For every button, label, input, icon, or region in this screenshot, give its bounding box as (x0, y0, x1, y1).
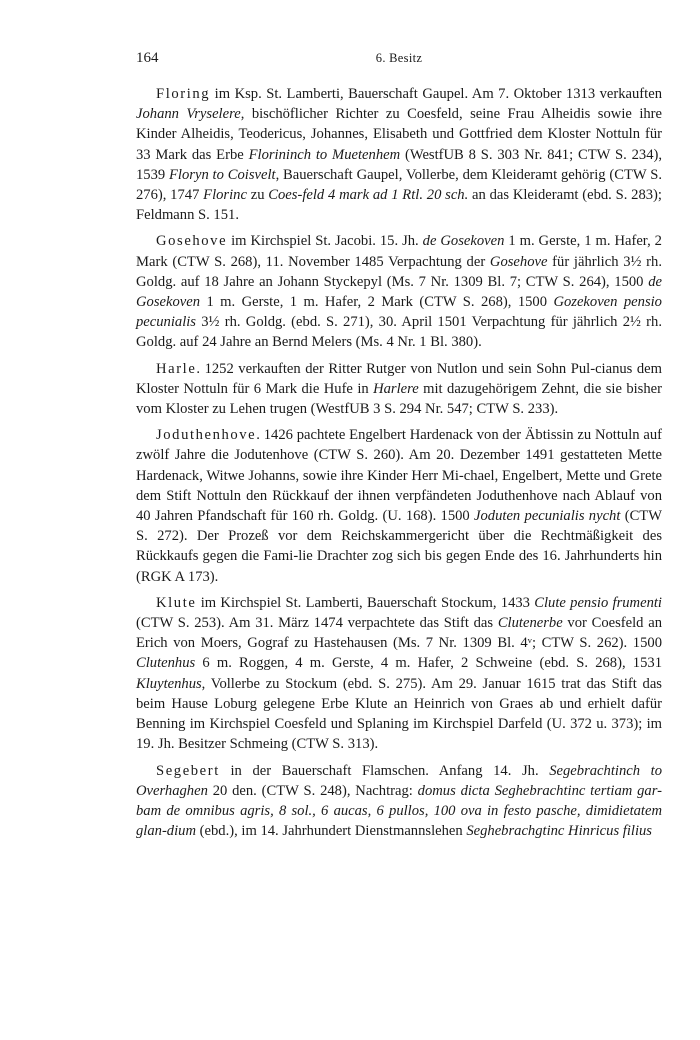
entry-text: im Kirchspiel St. Lamberti, Bauerschaft Stockum, 1433 (196, 594, 535, 611)
entry-italic: de Gosekoven (422, 233, 505, 250)
entry-text: 1 m. Gerste, 1 m. Hafer, 2 Mark (CTW S. 268), 1500 (200, 294, 554, 311)
entry-italic: de Gosekoven (136, 273, 662, 311)
entry-text: 6 m. Roggen, 4 m. Gerste, 4 m. Hafer, 2 Schweine (ebd. S. 268), 1531 (195, 655, 662, 672)
entry-text: (ebd.), im 14. Jahrhundert Dienstmannslehen (196, 823, 467, 840)
entry-italic: Gozekoven pensio pecunialis (136, 294, 662, 331)
body-text (136, 84, 662, 847)
entry-italic: Johann Vryselere (136, 106, 241, 123)
entry-italic: Joduten pecunialis nycht (474, 508, 621, 525)
entry-lemma: Segebert (156, 762, 220, 779)
entry-italic: Seghebrachgtinc Hinricus filius (466, 823, 652, 840)
entry-italic: Coes-feld 4 mark ad 1 Rtl. 20 sch. (268, 187, 469, 204)
entry-text: 3½ rh. Goldg. (ebd. S. 271), 30. April 1501 Verpachtung für jährlich 2½ rh. Goldg. auf 24 Jahre an Bernd Melers (Ms. 4 Nr. 1 Bl. 380). (136, 314, 662, 351)
entry-text: 20 den. (CTW S. 248), Nachtrag: (207, 782, 418, 799)
entry-text: (CTW S. 272). Der Prozeß vor dem Reichskammergericht über die Rechtmäßigkeit des Rückkaufs gegen die Fami-lie Drachter zog sich bis gegen Ende des 16. Jahrhunderts hin (RGK A 173). (136, 508, 663, 585)
entry-text: in der Bauerschaft Flamschen. Anfang 14. Jh. (219, 762, 550, 779)
entry-italic: Kluytenhus (136, 675, 202, 692)
entry-italic: Clute pensio frumenti (534, 594, 662, 611)
entry-paragraph (136, 359, 662, 420)
entry-paragraph (136, 84, 662, 225)
entry-italic: domus dicta Seghebrachtinc tertiam gar-bam de omnibus agris, 8 sol., 6 aucas, 6 pullos, 100 ova in festo pasche, dimidietatem glan-dium (136, 782, 662, 840)
entry-lemma: Floring (156, 86, 211, 102)
entry-italic: Florinc (203, 187, 247, 204)
entry-paragraph (136, 593, 662, 755)
entry-text: (WestfUB 8 S. 303 Nr. 841; CTW S. 234), 1539 (136, 146, 663, 183)
entry-text: für jährlich 3½ rh. Goldg. auf 18 Jahre an Johann Styckepyl (Ms. 7 Nr. 1309 Bl. 7; CTW S. 264), 1500 (136, 253, 662, 290)
entry-paragraph (136, 761, 662, 842)
entry-text: , Bauerschaft Gaupel, Vollerbe, dem Kleideramt gehörig (CTW S. 276), 1747 (136, 166, 662, 204)
entry-text: an das Kleideramt (ebd. S. 283); Feldmann S. 151. (136, 187, 662, 224)
entry-lemma: Joduthenhove (156, 427, 257, 444)
entry-italic: Clutenerbe (497, 615, 563, 632)
entry-text: , Vollerbe zu Stockum (ebd. S. 275). Am 29. Januar 1615 trat das Stift das beim Hause Loburg gelegene Erbe Klute an Heinrich von Graes ab und erhielt dafür Benning im Kirchspiel Coesfeld und Splaning im Kirchspiel Darfeld (U. 372 u. 373); im 19. Jh. Besitzer Schmeing (CTW S. 313). (136, 675, 662, 753)
entry-text: mit dazugehörigem Zehnt, die sie bisher vom Kloster zu Lehen trugen (WestfUB 3 S. 294 Nr. 547; CTW S. 233). (136, 380, 662, 418)
entry-text: (CTW S. 253). Am 31. März 1474 verpachtete das Stift das (136, 615, 498, 632)
entry-lemma: Gosehove (156, 233, 228, 250)
entry-lemma: Harle (156, 360, 197, 377)
page-number: 164 (136, 50, 159, 66)
entry-italic: Florininch to Muetenhem (248, 146, 401, 163)
entry-lemma: Klute (156, 594, 197, 611)
entry-text: . 1252 verkauften der Ritter Rutger von Nutlon und sein Sohn Pul-cianus dem Kloster Nottuln für 6 Mark die Hufe in (136, 360, 662, 397)
entry-paragraph (136, 231, 662, 352)
page-header (136, 50, 662, 70)
entry-italic: Segebrachtinch to Overhaghen (136, 762, 662, 799)
entry-text: , bischöflicher Richter zu Coesfeld, seine Frau Alheidis sowie ihre Kinder Alheidis, Teodericus, Johannes, Elisabeth und Gottfried dem Kloster Nottuln für 33 Mark das Erbe (136, 106, 663, 163)
entry-italic: Clutenhus (136, 655, 196, 672)
entry-text: . 1426 pachtete Engelbert Hardenack von der Äbtissin zu Nottuln auf zwölf Jahre die Jodutenhove (CTW S. 260). Am 20. Dezember 1491 gestatteten Mette Hardenack, Witwe Johanns, sowie ihre Kinder Herr Mi-chael, Engelbert, Mette und Grete dem Stift Nottuln den Rückkauf der ihnen verpfändeten Joduthenhove nach Ablauf von 40 Jahren Pfandschaft für 160 rh. Goldg. (U. 168). 1500 (136, 427, 662, 525)
entry-text: im Ksp. St. Lamberti, Bauerschaft Gaupel. Am 7. Oktober 1313 verkauften (210, 86, 662, 102)
entry-text: zu (246, 187, 269, 204)
entry-italic: Gosehove (489, 253, 548, 270)
entry-italic: Floryn to Coisvelt (169, 166, 276, 183)
entry-text: vor Coesfeld an Erich von Moers, Gograf zu Hastehausen (Ms. 7 Nr. 1309 Bl. 4ᵛ; CTW S. 262). 1500 (136, 615, 662, 652)
entry-text: im Kirchspiel St. Jacobi. 15. Jh. (227, 233, 423, 250)
entry-paragraph (136, 425, 662, 587)
running-head: 6. Besitz (375, 51, 423, 65)
entry-italic: Harlere (373, 380, 419, 397)
entry-text: 1 m. Gerste, 1 m. Hafer, 2 Mark (CTW S. 268), 11. November 1485 Verpachtung der (136, 233, 662, 270)
